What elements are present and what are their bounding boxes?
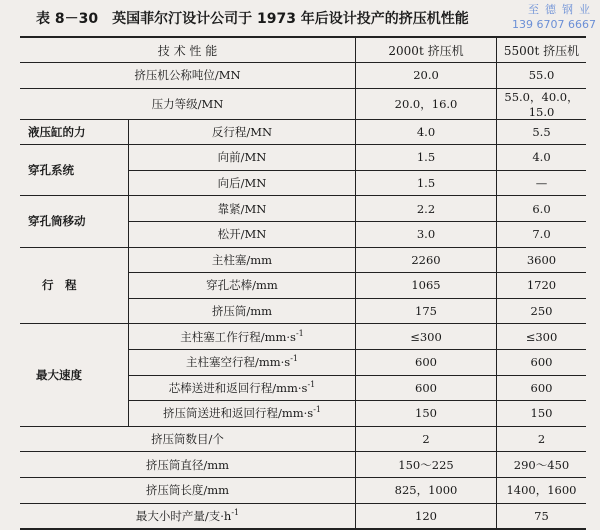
value-5500t: 2: [497, 426, 587, 452]
value-5500t: 1400，1600: [497, 477, 587, 503]
watermark: [512, 2, 596, 32]
value-2000t: 4.0: [356, 119, 497, 145]
table-row: [20, 503, 586, 529]
watermark-name: 至德钢业: [528, 3, 596, 16]
value-2000t: 2: [356, 426, 497, 452]
value-2000t: 825，1000: [356, 477, 497, 503]
value-2000t: 1.5: [356, 170, 497, 196]
header-2000t: 2000t 挤压机: [356, 37, 497, 63]
row-group: 行 程: [20, 247, 129, 324]
row-item: 向前/MN: [129, 145, 356, 171]
watermark-phone: 139 6707 6667: [512, 18, 596, 31]
value-2000t: 1065: [356, 273, 497, 299]
row-group: 最大速度: [20, 324, 129, 426]
value-5500t: 290～450: [497, 452, 587, 478]
value-5500t: 6.0: [497, 196, 587, 222]
row-item: 压力等级/MN: [20, 88, 356, 119]
value-2000t: 2.2: [356, 196, 497, 222]
value-2000t: 120: [356, 503, 497, 529]
row-group: 穿孔系统: [20, 145, 129, 196]
exponent: -1: [313, 405, 322, 415]
row-item: 挤压筒长度/mm: [20, 477, 356, 503]
table-row: [20, 119, 586, 145]
value-2000t: 2260: [356, 247, 497, 273]
value-5500t: 600: [497, 349, 587, 375]
value-2000t: 175: [356, 298, 497, 324]
table-header-row: [20, 37, 586, 63]
exponent: -1: [290, 354, 299, 364]
table-row: [20, 88, 586, 119]
header-5500t: 5500t 挤压机: [497, 37, 587, 63]
value-2000t: 3.0: [356, 221, 497, 247]
table-row: [20, 63, 586, 89]
header-spec: 技 术 性 能: [20, 37, 356, 63]
table-row: [20, 477, 586, 503]
value-5500t: 7.0: [497, 221, 587, 247]
row-group: 液压缸的力: [20, 119, 129, 145]
row-item: 芯棒送进和返回行程/mm·s: [168, 380, 308, 395]
row-item: 挤压筒送进和返回行程/mm·s: [162, 406, 314, 421]
performance-table: [20, 36, 586, 530]
table-row: [20, 247, 586, 273]
value-5500t: 600: [497, 375, 587, 401]
value-2000t: 600: [356, 375, 497, 401]
table-row: [20, 452, 586, 478]
value-2000t: ≤300: [356, 324, 497, 350]
row-group: 穿孔筒移动: [20, 196, 129, 247]
row-item: 挤压筒直径/mm: [20, 452, 356, 478]
value-2000t: 20.0: [356, 63, 497, 89]
value-5500t: 150: [497, 401, 587, 427]
row-item: 挤压机公称吨位/MN: [20, 63, 356, 89]
value-5500t: 4.0: [497, 145, 587, 171]
row-item: 穿孔芯棒/mm: [129, 273, 356, 299]
exponent: -1: [307, 380, 316, 389]
row-item: 主柱塞工作行程/mm·s: [180, 329, 296, 344]
value-5500t: 55.0: [497, 63, 587, 89]
value-2000t: 1.5: [356, 145, 497, 171]
table-row: [20, 145, 586, 171]
value-2000t: 150～225: [356, 452, 497, 478]
row-item: 主柱塞/mm: [129, 247, 356, 273]
value-5500t: 3600: [497, 247, 587, 273]
table-row: [20, 196, 586, 222]
value-5500t: 1720: [497, 273, 587, 299]
value-5500t: 250: [497, 298, 587, 324]
value-2000t: 20.0，16.0: [356, 88, 497, 119]
row-item: 挤压筒数目/个: [20, 426, 356, 452]
table-title: 表 8－30 英国菲尔汀设计公司于 1973 年后设计投产的挤压机性能: [36, 11, 469, 27]
value-5500t: 5.5: [497, 119, 587, 145]
value-2000t: 600: [356, 349, 497, 375]
row-item: 反行程/MN: [129, 119, 356, 145]
value-2000t: 150: [356, 401, 497, 427]
row-item: 挤压筒/mm: [129, 298, 356, 324]
table-row: [20, 426, 586, 452]
value-5500t: 55.0，40.0，15.0: [497, 88, 587, 119]
exponent: -1: [295, 328, 304, 338]
row-item: 靠紧/MN: [129, 196, 356, 222]
value-5500t: ≤300: [497, 324, 587, 350]
row-item: 向后/MN: [129, 170, 356, 196]
value-5500t: —: [497, 170, 587, 196]
table-row: [20, 324, 586, 350]
value-5500t: 75: [497, 503, 587, 529]
row-item: 最大小时产量/支·h: [135, 508, 232, 523]
row-item: 松开/MN: [129, 221, 356, 247]
row-item: 主柱塞空行程/mm·s: [185, 355, 291, 370]
exponent: -1: [231, 507, 240, 517]
